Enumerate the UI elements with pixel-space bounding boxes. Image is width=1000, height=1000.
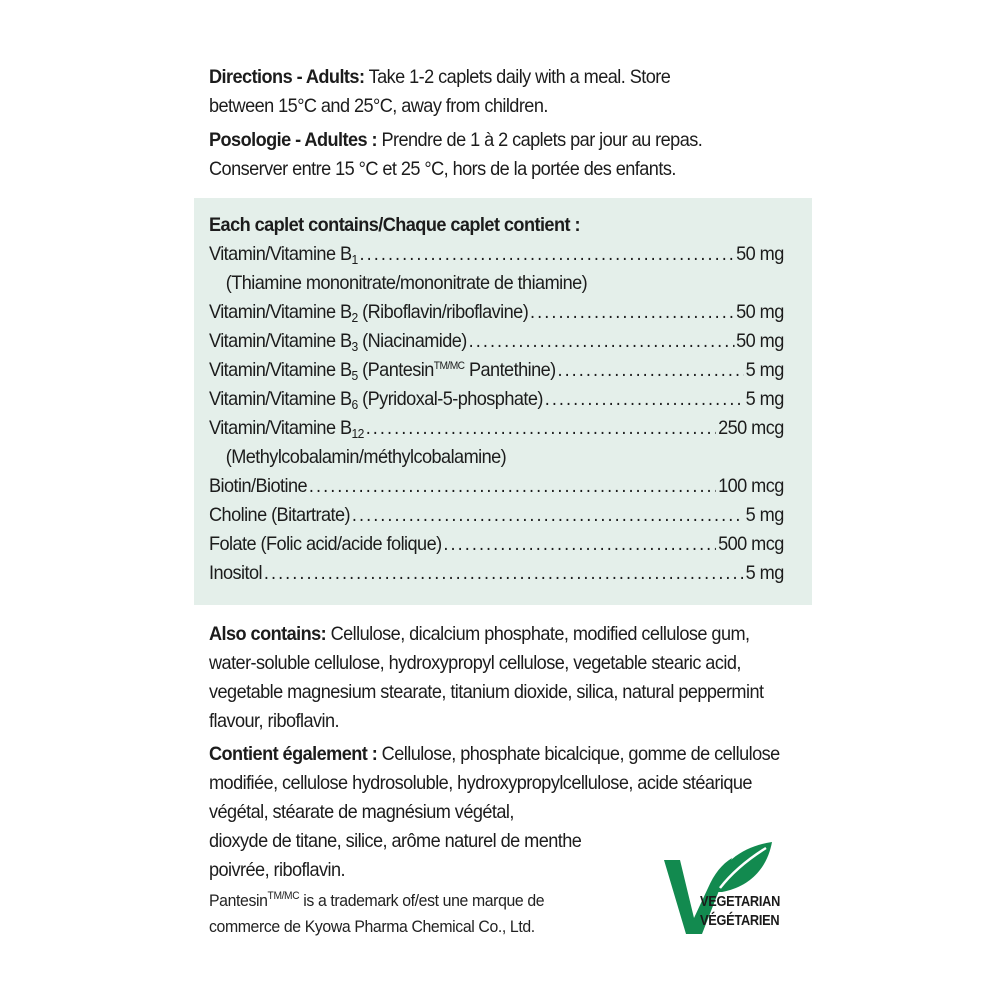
ingredient-amount: 5 mg — [745, 359, 784, 381]
leader-dots — [545, 385, 744, 414]
also-contains-en-text: Cellulose, dicalcium phosphate, modified cellulose gum, water-soluble cellulose, hydroxypropyl cellulose, vegetable stearic acid, vegetable magnesium stearate, titanium dioxide, silica, natural peppermint flavour, riboflavin. — [209, 623, 764, 732]
ingredient-name — [209, 327, 467, 356]
also-contains-fr-text-3: poivrée, riboflavin. — [209, 859, 346, 881]
ingredient-row-b2 — [209, 298, 784, 327]
also-contains-en-label: Also contains: — [209, 623, 327, 645]
ingredient-amount: 50 mg — [736, 243, 784, 265]
ingredient-detail: Pantethine) — [464, 359, 556, 381]
directions-en-text-1: Take 1-2 caplets daily with a meal. Store — [364, 66, 671, 88]
ingredient-row-b1 — [209, 240, 784, 269]
directions-fr-text-2: Conserver entre 15 °C et 25 °C, hors de la portée des enfants. — [209, 158, 676, 180]
leader-dots — [352, 501, 744, 530]
ingredient-name-text: Vitamin/Vitamine B — [209, 330, 352, 352]
ingredient-amount: 50 mg — [736, 301, 784, 323]
ingredient-row-choline — [209, 501, 784, 530]
leader-dots — [530, 298, 734, 327]
ingredient-amount: 5 mg — [745, 388, 784, 410]
vegetarian-label-fr: VÉGÉTARIEN — [700, 913, 780, 929]
leader-dots — [309, 472, 716, 501]
ingredient-subscript: 3 — [351, 339, 358, 354]
leader-dots — [443, 530, 716, 559]
ingredient-subscript: 2 — [351, 310, 358, 325]
ingredient-name-text: Vitamin/Vitamine B — [209, 243, 352, 265]
ingredient-amount: 500 mcg — [718, 533, 784, 555]
ingredient-subscript: 12 — [351, 426, 364, 441]
ingredient-detail: (Riboflavin/riboflavine) — [357, 301, 529, 323]
ingredient-row-b6 — [209, 385, 784, 414]
directions-en-text-2: between 15°C and 25°C, away from children. — [209, 95, 548, 117]
ingredient-name-text: Vitamin/Vitamine B — [209, 417, 352, 439]
ingredient-row-b3 — [209, 327, 784, 356]
trademark-superscript: TM/MC — [433, 360, 465, 372]
ingredient-row-folate — [209, 530, 784, 559]
vegetarian-label — [700, 893, 780, 931]
ingredient-note-b12: (Methylcobalamin/méthylcobalamine) — [225, 446, 507, 468]
leader-dots — [469, 327, 735, 356]
leader-dots — [366, 414, 717, 443]
ingredient-row-biotin — [209, 472, 784, 501]
ingredient-amount: 5 mg — [745, 504, 784, 526]
ingredient-name — [209, 414, 364, 443]
vegetarian-label-en: VEGETARIAN — [700, 894, 781, 910]
directions-english — [209, 63, 804, 121]
also-contains-fr-label: Contient également : — [209, 743, 378, 765]
directions-section — [209, 63, 804, 189]
ingredient-detail: (Pyridoxal-5-phosphate) — [357, 388, 543, 410]
ingredients-heading-text: Each caplet contains/Chaque caplet contient : — [209, 214, 580, 236]
leader-dots — [360, 240, 735, 269]
ingredient-amount: 50 mg — [736, 330, 784, 352]
ingredient-name: Inositol — [209, 562, 263, 584]
ingredients-panel — [194, 198, 812, 605]
ingredient-name-text: Vitamin/Vitamine B — [209, 301, 352, 323]
ingredient-amount: 5 mg — [745, 562, 784, 584]
ingredient-subscript: 5 — [351, 368, 358, 383]
ingredient-name — [209, 240, 358, 269]
ingredient-name-text: Vitamin/Vitamine B — [209, 388, 352, 410]
ingredient-row-b5 — [209, 356, 784, 385]
ingredients-list — [209, 211, 804, 588]
ingredients-heading — [209, 211, 804, 240]
ingredient-amount: 250 mcg — [718, 417, 784, 439]
leader-dots — [264, 559, 744, 588]
directions-fr-text-1: Prendre de 1 à 2 caplets par jour au repas. — [376, 129, 703, 151]
trademark-mark: TM/MC — [267, 890, 300, 902]
trademark-text-2: commerce de Kyowa Pharma Chemical Co., Ltd. — [209, 917, 535, 936]
ingredient-detail: (Niacinamide) — [357, 330, 467, 352]
directions-en-label: Directions - Adults: — [209, 66, 365, 88]
also-contains-fr-text-1: Cellulose, phosphate bicalcique, gomme de cellulose modifiée, cellulose hydrosoluble, hydroxypropylcellulose, acide stéarique végétal, stéarate de magnésium végétal, — [209, 743, 780, 823]
ingredient-row-b12 — [209, 414, 784, 443]
ingredient-name — [209, 356, 556, 385]
also-contains-english — [209, 620, 767, 736]
ingredient-name — [209, 385, 543, 414]
ingredient-name: Folate (Folic acid/acide folique) — [209, 533, 442, 555]
ingredient-amount: 100 mcg — [718, 475, 784, 497]
directions-french — [209, 126, 804, 184]
ingredient-name: Choline (Bitartrate) — [209, 504, 351, 526]
ingredient-subscript: 6 — [351, 397, 358, 412]
trademark-notice — [209, 888, 637, 940]
ingredient-subscript: 1 — [351, 252, 358, 267]
also-contains-fr-text-2: dioxyde de titane, silice, arôme naturel de menthe — [209, 830, 582, 852]
directions-fr-label: Posologie - Adultes : — [209, 129, 377, 151]
leader-dots — [557, 356, 743, 385]
ingredient-note-b1: (Thiamine mononitrate/mononitrate de thiamine) — [225, 272, 588, 294]
ingredient-name: Biotin/Biotine — [209, 475, 308, 497]
ingredient-name — [209, 298, 528, 327]
ingredient-detail: (Pantesin — [357, 359, 434, 381]
ingredient-name-text: Vitamin/Vitamine B — [209, 359, 352, 381]
ingredient-row-inositol — [209, 559, 784, 588]
trademark-brand: Pantesin — [209, 891, 268, 910]
trademark-text-1: is a trademark of/est une marque de — [299, 891, 545, 910]
